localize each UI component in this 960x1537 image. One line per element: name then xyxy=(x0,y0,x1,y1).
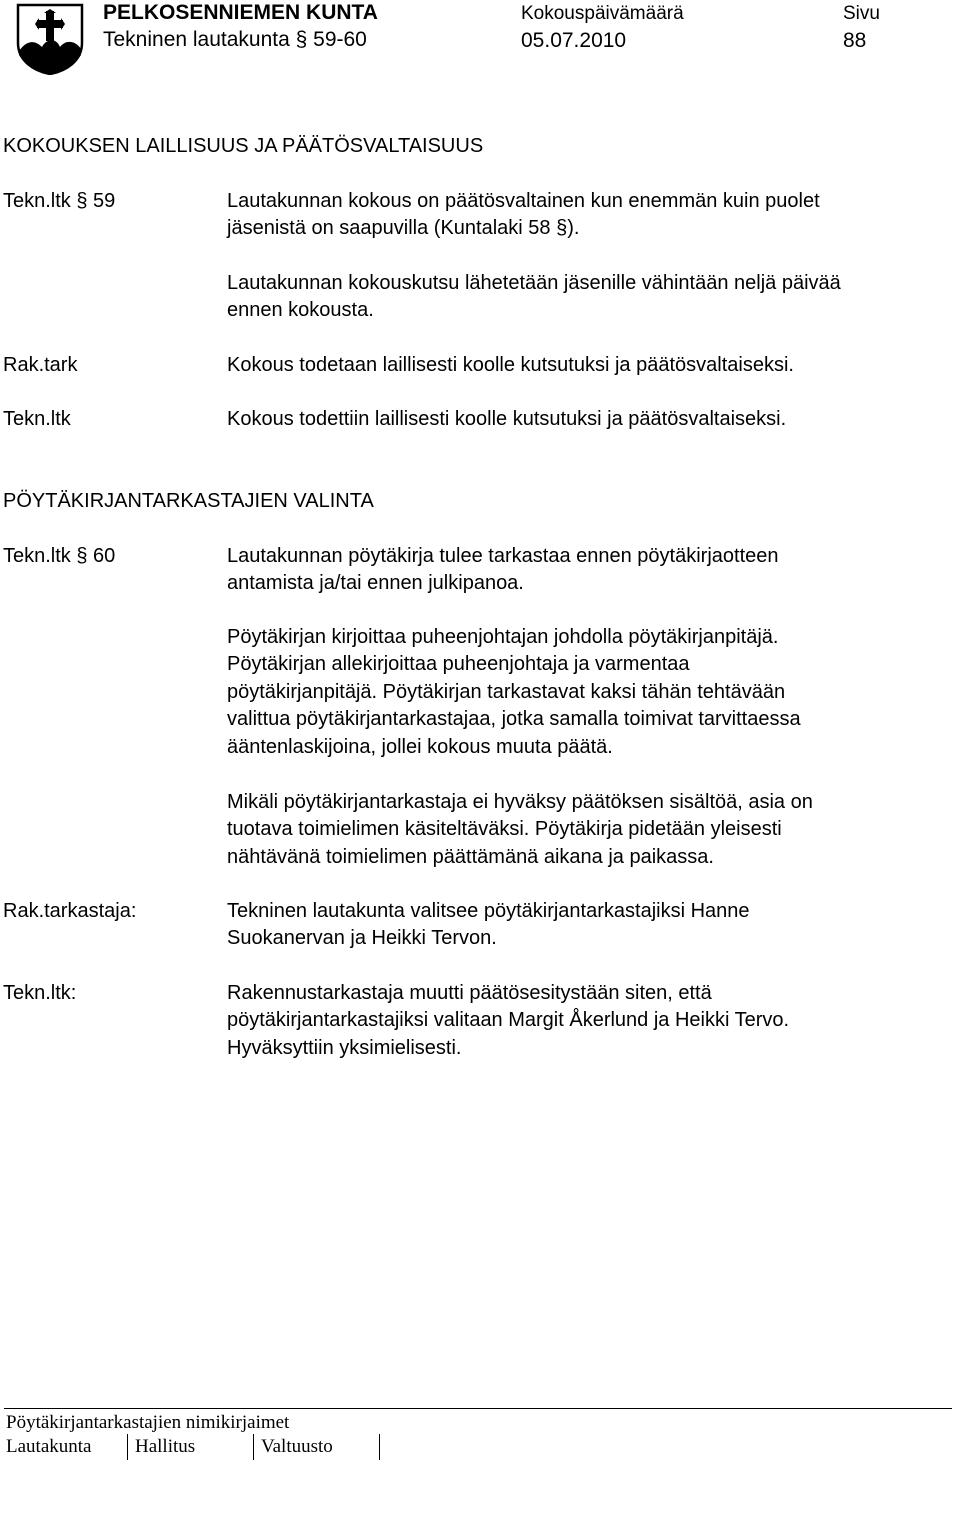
footer-col-council: Valtuusto xyxy=(261,1436,333,1457)
page-label: Sivu xyxy=(843,3,880,24)
paragraph: Pöytäkirjan kirjoittaa puheenjohtajan johdolla pöytäkirjanpitäjä. Pöytäkirjan allekirjoittaa puheenjohtaja ja varmentaa pöytäkirjanpitäjä. Pöytäkirjan tarkastavat kaksi tähän tehtävään valittua pöytäkirjantarkastajaa, jotka samalla toimivat tarvittaessa ääntenlaskijoina, jollei kokous muuta päätä. xyxy=(227,626,801,758)
municipality-name: PELKOSENNIEMEN KUNTA xyxy=(103,1,378,24)
footer-separator xyxy=(379,1434,380,1460)
decision-text: Rakennustarkastaja muutti päätösesitystään siten, että pöytäkirjantarkastajiksi valitaan Margit Åkerlund ja Heikki Tervo. Hyväksyttiin yksimielisesti. xyxy=(227,982,790,1059)
section-heading-legality: KOKOUKSEN LAILLISUUS JA PÄÄTÖSVALTAISUUS xyxy=(3,135,484,157)
section-ref-59: Tekn.ltk § 59 xyxy=(3,190,116,212)
section-ref-60: Tekn.ltk § 60 xyxy=(3,545,116,567)
coat-of-arms-icon xyxy=(16,3,84,75)
footer-title: Pöytäkirjantarkastajien nimikirjaimet xyxy=(6,1412,290,1433)
paragraph: Lautakunnan pöytäkirja tulee tarkastaa ennen pöytäkirjaotteen antamista ja/tai ennen julkipanoa. xyxy=(227,545,779,595)
board-and-sections: Tekninen lautakunta § 59-60 xyxy=(103,28,367,51)
footer-divider xyxy=(4,1408,952,1409)
decision-text: Kokous todettiin laillisesti koolle kutsutuksi ja päätösvaltaiseksi. xyxy=(227,408,787,430)
footer-separator xyxy=(253,1434,254,1460)
footer-col-board: Lautakunta xyxy=(6,1436,92,1457)
footer-col-government: Hallitus xyxy=(135,1436,196,1457)
proposal-text: Kokous todetaan laillisesti koolle kutsutuksi ja päätösvaltaiseksi. xyxy=(227,354,794,376)
footer-separator xyxy=(127,1434,128,1460)
meeting-date: 05.07.2010 xyxy=(521,29,627,52)
decision-label: Tekn.ltk: xyxy=(3,982,77,1004)
proposal-text: Tekninen lautakunta valitsee pöytäkirjantarkastajiksi Hanne Suokanervan ja Heikki Tervon. xyxy=(227,900,750,950)
decision-label: Tekn.ltk xyxy=(3,408,71,430)
paragraph: Lautakunnan kokouskutsu lähetetään jäsenille vähintään neljä päivää ennen kokousta. xyxy=(227,272,841,322)
section-heading-minutes-checkers: PÖYTÄKIRJANTARKASTAJIEN VALINTA xyxy=(3,490,374,512)
proposal-label: Rak.tarkastaja: xyxy=(3,900,137,922)
date-label: Kokouspäivämäärä xyxy=(521,3,684,24)
page-number: 88 xyxy=(843,29,867,52)
proposal-label: Rak.tark xyxy=(3,354,78,376)
paragraph: Mikäli pöytäkirjantarkastaja ei hyväksy päätöksen sisältöä, asia on tuotava toimielimen käsiteltäväksi. Pöytäkirja pidetään yleisesti nähtävänä toimielimen päättämänä aikana ja paikassa. xyxy=(227,791,813,868)
paragraph: Lautakunnan kokous on päätösvaltainen kun enemmän kuin puolet jäsenistä on saapuvilla (Kuntalaki 58 §). xyxy=(227,190,820,240)
